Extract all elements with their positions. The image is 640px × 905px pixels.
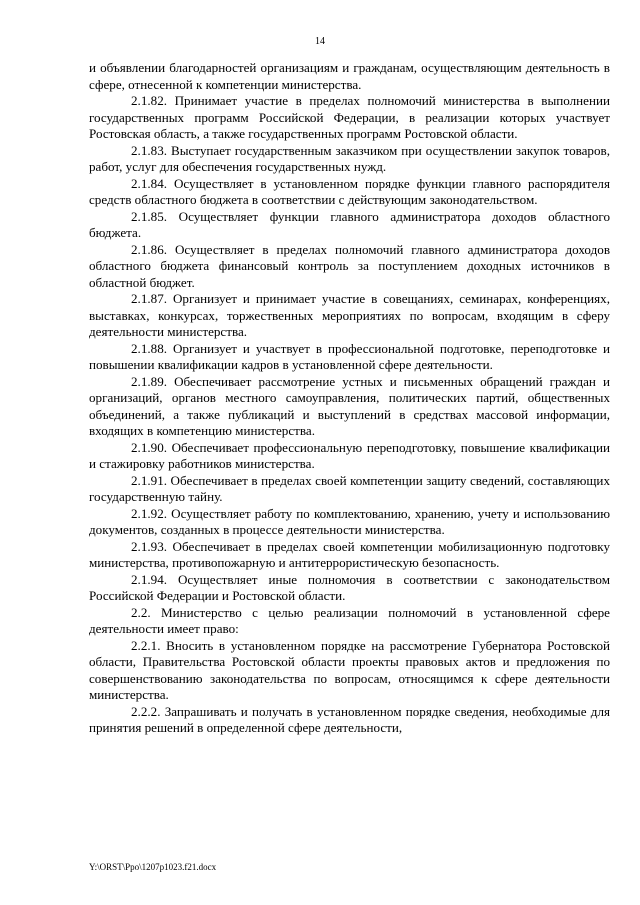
paragraph: 2.1.90. Обеспечивает профессиональную переподготовку, повышение квалификации и стажировку работников министерства. xyxy=(89,439,610,471)
paragraph: 2.1.94. Осуществляет иные полномочия в соответствии с законодательством Российской Федерации и Ростовской области. xyxy=(89,571,610,603)
paragraph: и объявлении благодарностей организациям и гражданам, осуществляющим деятельность в сфере, отнесенной к компетенции министерства. xyxy=(89,60,610,92)
paragraph: 2.2. Министерство с целью реализации полномочий в установленной сфере деятельности имеет право: xyxy=(89,604,610,636)
paragraph: 2.1.86. Осуществляет в пределах полномочий главного администратора доходов областного бюджета финансовый контроль за поступлением доходных источников в областной бюджет. xyxy=(89,241,610,290)
paragraph: 2.2.1. Вносить в установленном порядке на рассмотрение Губернатора Ростовской области, Правительства Ростовской области проекты правовых актов и предложения по совершенствованию законодательства по вопросам, относящимся к сфере деятельности министерства. xyxy=(89,637,610,702)
paragraph: 2.1.82. Принимает участие в пределах полномочий министерства в выполнении государственных программ Российской Федерации, в реализации которых участвует Ростовская область, а также государственных программ Ростовской области. xyxy=(89,93,610,141)
paragraph: 2.1.88. Организует и участвует в профессиональной подготовке, переподготовке и повышении квалификации кадров в установленной сфере деятельности. xyxy=(89,340,610,372)
document-body xyxy=(89,60,610,737)
paragraph: 2.1.93. Обеспечивает в пределах своей компетенции мобилизационную подготовку министерства, противопожарную и антитеррористическую безопасность. xyxy=(89,538,610,570)
paragraph: 2.1.89. Обеспечивает рассмотрение устных и письменных обращений граждан и организаций, органов местного самоуправления, политических партий, общественных объединений, а также публикаций и выступлений в средствах массовой информации, входящих в компетенцию министерства. xyxy=(89,373,610,438)
paragraph: 2.1.87. Организует и принимает участие в совещаниях, семинарах, конференциях, выставках, конкурсах, торжественных мероприятиях по вопросам, входящим в сферу деятельности министерства. xyxy=(89,291,610,339)
paragraph: 2.1.83. Выступает государственным заказчиком при осуществлении закупок товаров, работ, услуг для обеспечения государственных нужд. xyxy=(89,142,610,174)
paragraph: 2.1.91. Обеспечивает в пределах своей компетенции защиту сведений, составляющих государственную тайну. xyxy=(89,472,610,504)
paragraph: 2.1.84. Осуществляет в установленном порядке функции главного распорядителя средств областного бюджета в соответствии с действующим законодательством. xyxy=(89,175,610,207)
footer-file-path: Y:\ORST\Ppo\1207p1023.f21.docx xyxy=(89,862,217,872)
paragraph: 2.1.92. Осуществляет работу по комплектованию, хранению, учету и использованию документов, созданных в процессе деятельности министерства. xyxy=(89,505,610,537)
paragraph: 2.2.2. Запрашивать и получать в установленном порядке сведения, необходимые для принятия решений в определенной сфере деятельности, xyxy=(89,703,610,735)
paragraph: 2.1.85. Осуществляет функции главного администратора доходов областного бюджета. xyxy=(89,208,610,240)
page-number: 14 xyxy=(315,36,325,47)
